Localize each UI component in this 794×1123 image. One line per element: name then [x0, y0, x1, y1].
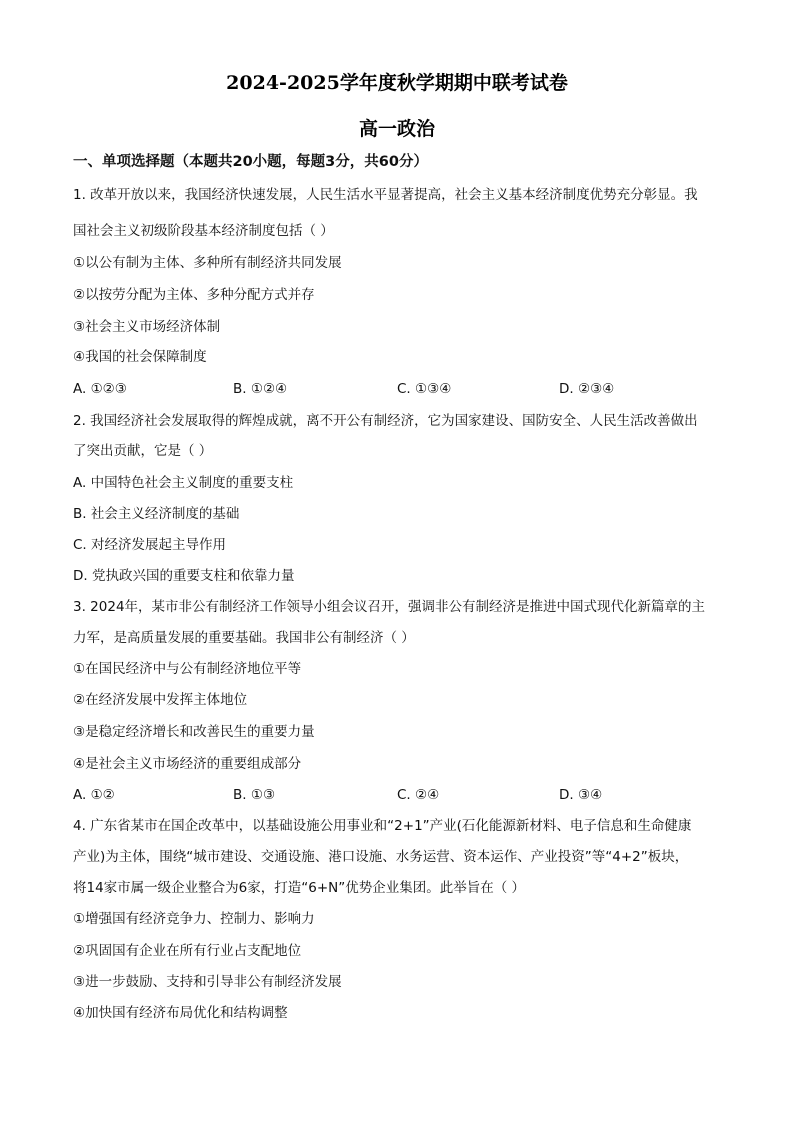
- q4-stem-line1: 4. 广东省某市在国企改革中，以基础设施公用事业和“2+1”产业(石化能源新材料、电子信息和生命健康: [73, 818, 692, 834]
- q1-stem-line2: 国社会主义初级阶段基本经济制度包括（ ）: [73, 223, 334, 239]
- q2-option-c: C. 对经济发展起主导作用: [73, 537, 227, 553]
- q2-option-d: D. 党执政兴国的重要支柱和依靠力量: [73, 568, 295, 584]
- exam-title: 2024-2025学年度秋学期期中联考试卷: [226, 72, 568, 94]
- q1-item: ①以公有制为主体、多种所有制经济共同发展: [73, 255, 342, 271]
- q3-option-c: C. ②④: [397, 787, 440, 803]
- q1-item: ④我国的社会保障制度: [73, 349, 207, 365]
- q2-stem-line2: 了突出贡献，它是（ ）: [73, 443, 213, 459]
- q3-item: ②在经济发展中发挥主体地位: [73, 692, 248, 708]
- q1-item: ②以按劳分配为主体、多种分配方式并存: [73, 287, 315, 303]
- q2-option-b: B. 社会主义经济制度的基础: [73, 506, 240, 522]
- exam-subject: 高一政治: [358, 118, 435, 140]
- q3-stem-line2: 力军，是高质量发展的重要基础。我国非公有制经济（ ）: [73, 630, 415, 646]
- q3-option-b: B. ①③: [233, 787, 276, 803]
- q3-item: ③是稳定经济增长和改善民生的重要力量: [73, 724, 315, 740]
- q4-stem-line3: 将14家市属一级企业整合为6家，打造“6+N”优势企业集团。此举旨在（ ）: [73, 880, 526, 896]
- q4-stem-line2: 产业)为主体，围绕“城市建设、交通设施、港口设施、水务运营、资本运作、产业投资”等“4+2”板块，: [73, 849, 689, 865]
- q2-option-a: A. 中国特色社会主义制度的重要支柱: [73, 475, 294, 491]
- q3-stem-line1: 3. 2024年，某市非公有制经济工作领导小组会议召开，强调非公有制经济是推进中国式现代化新篇章的主: [73, 599, 706, 615]
- q4-item: ④加快国有经济布局优化和结构调整: [73, 1005, 288, 1021]
- q2-stem-line1: 2. 我国经济社会发展取得的辉煌成就，离不开公有制经济，它为国家建设、国防安全、人民生活改善做出: [73, 413, 698, 429]
- q3-option-d: D. ③④: [559, 787, 603, 803]
- q1-stem-line1: 1. 改革开放以来，我国经济快速发展，人民生活水平显著提高，社会主义基本经济制度优势充分彰显。我: [73, 187, 698, 203]
- q1-option-c: C. ①③④: [397, 381, 452, 397]
- q1-option-a: A. ①②③: [73, 381, 127, 397]
- q3-item: ④是社会主义市场经济的重要组成部分: [73, 756, 302, 772]
- q4-item: ③进一步鼓励、支持和引导非公有制经济发展: [73, 974, 342, 990]
- q4-item: ②巩固国有企业在所有行业占支配地位: [73, 943, 302, 959]
- q1-option-b: B. ①②④: [233, 381, 288, 397]
- q3-item: ①在国民经济中与公有制经济地位平等: [73, 661, 302, 677]
- q4-item: ①增强国有经济竞争力、控制力、影响力: [73, 911, 315, 927]
- q1-option-d: D. ②③④: [559, 381, 615, 397]
- section-heading: 一、单项选择题（本题共20小题，每题3分，共60分）: [73, 154, 428, 170]
- q1-item: ③社会主义市场经济体制: [73, 319, 221, 335]
- q3-option-a: A. ①②: [73, 787, 115, 803]
